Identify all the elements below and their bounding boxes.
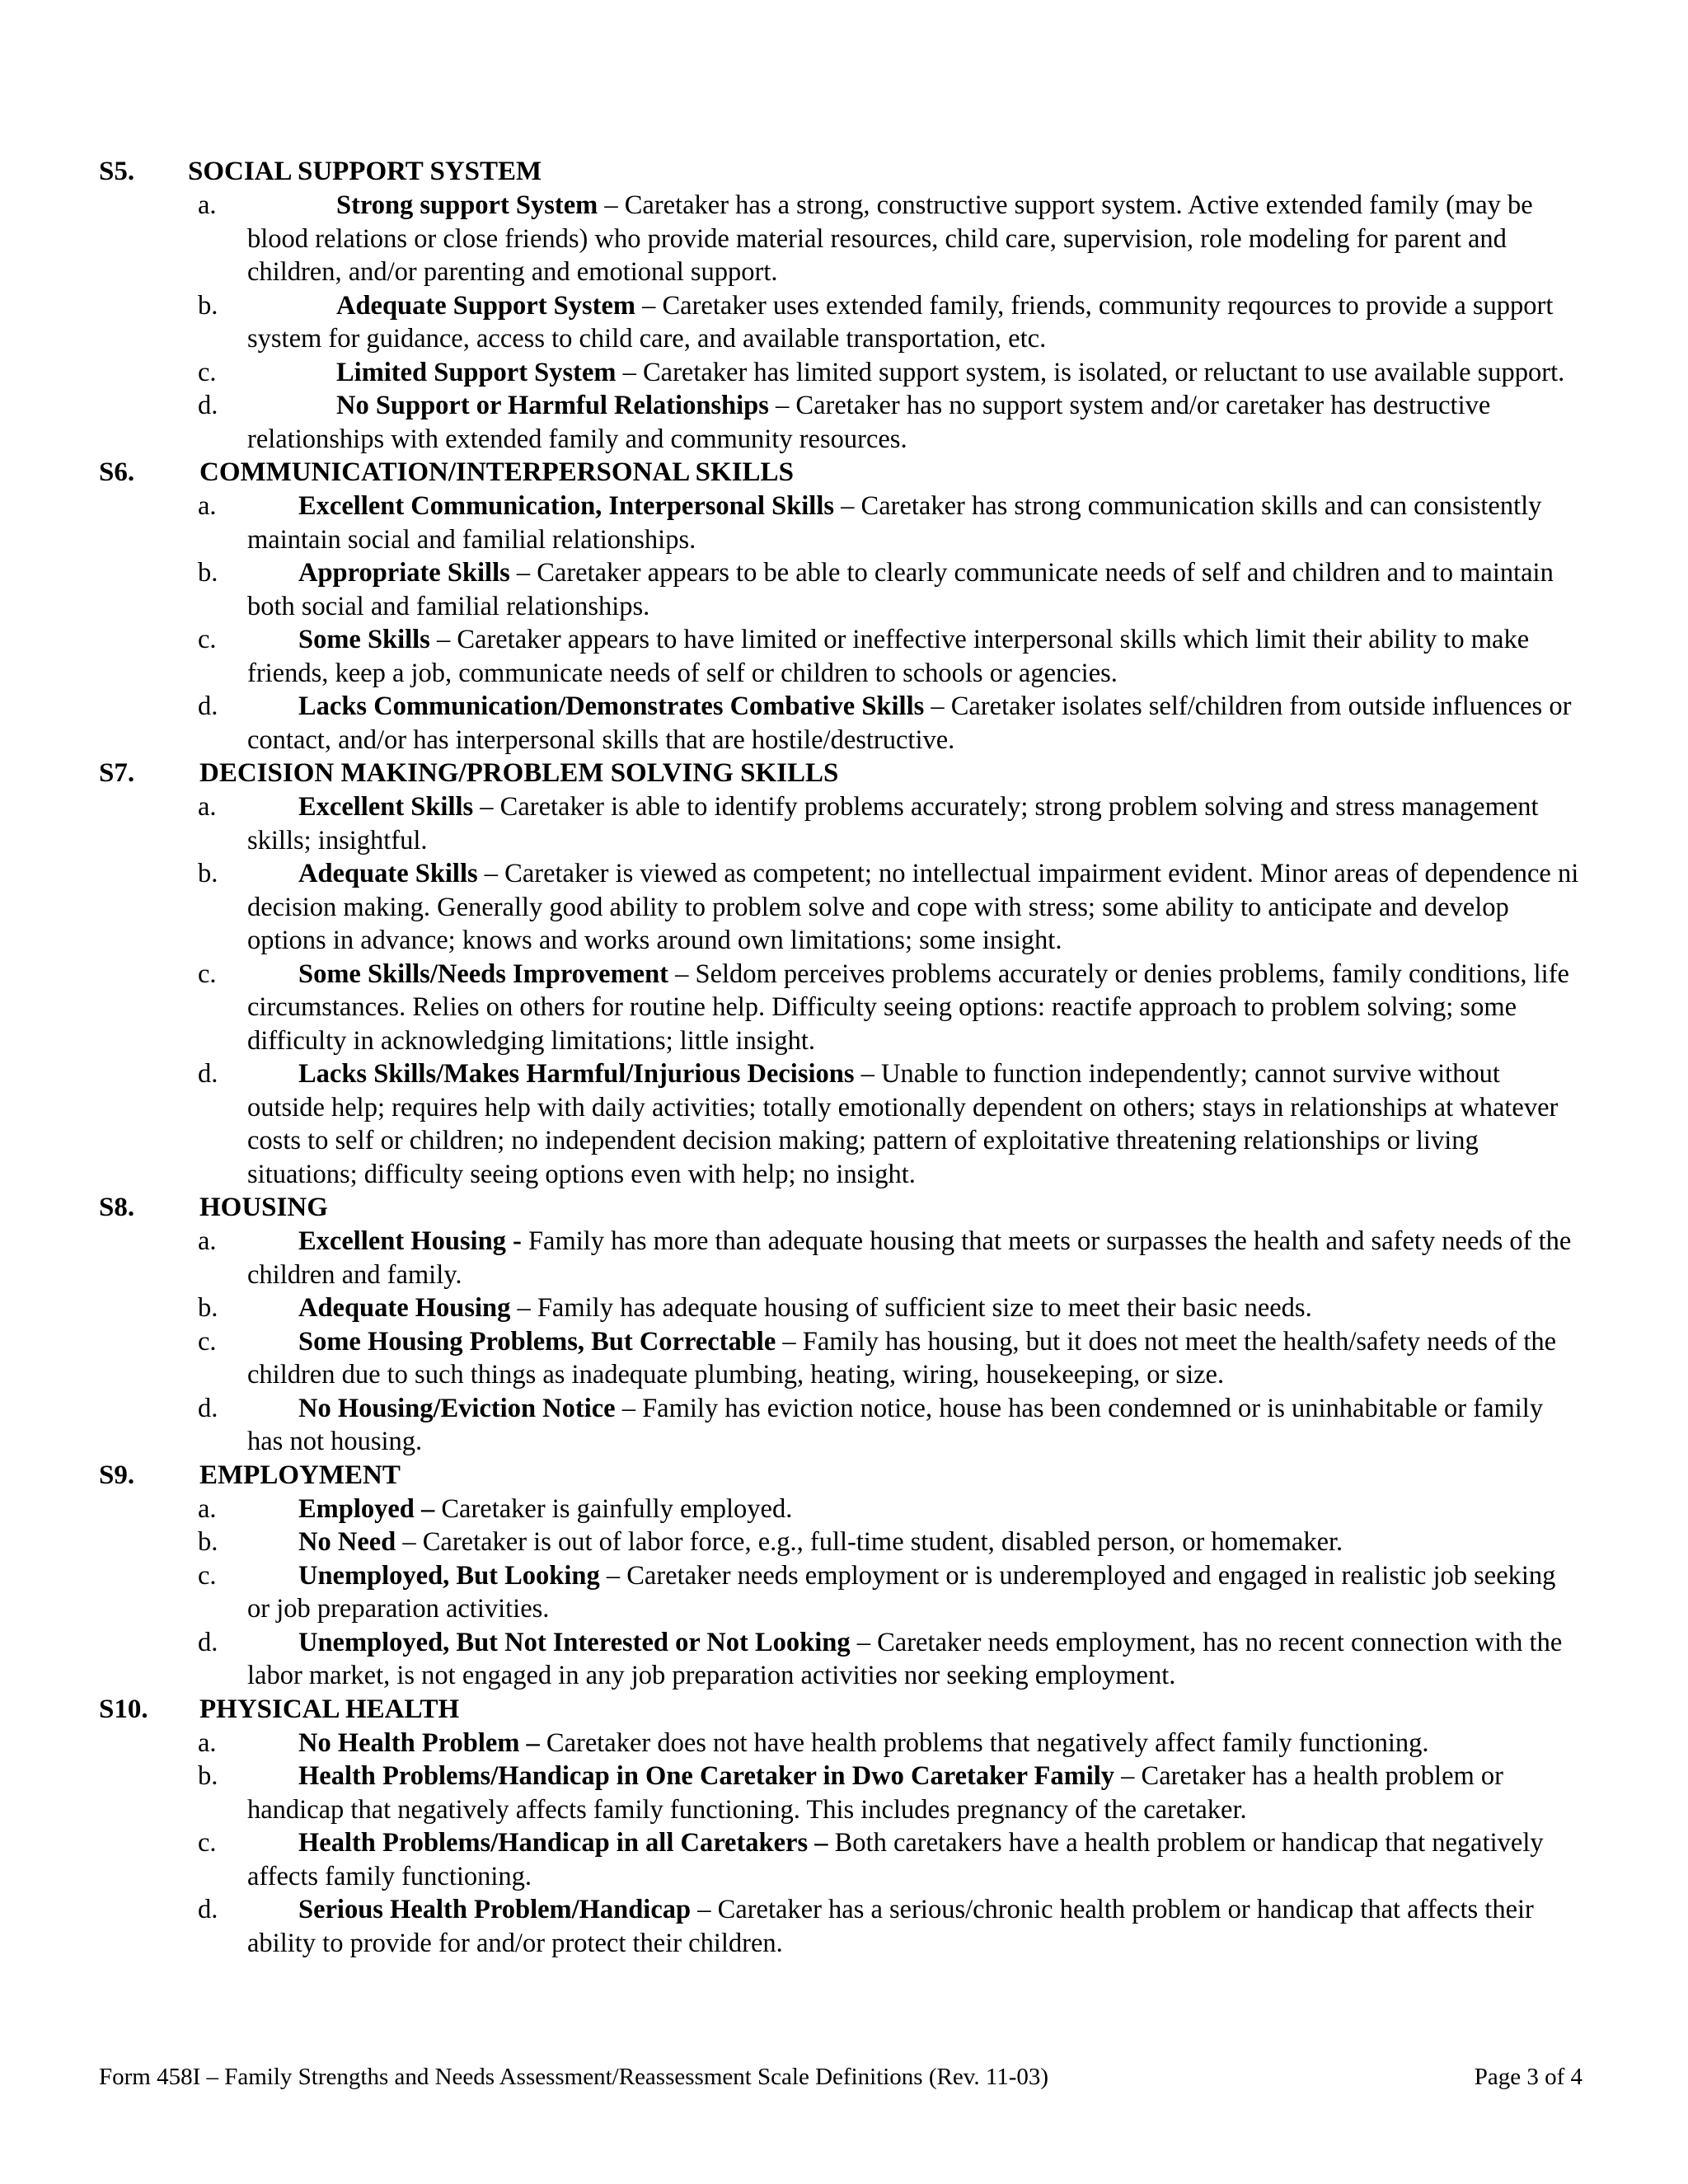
item-letter: d. [198, 1393, 218, 1423]
item-term: Health Problems/Handicap in all Caretakers – [298, 1828, 828, 1858]
section-number: S10. [99, 1694, 148, 1724]
item-letter: c. [198, 1560, 217, 1591]
item-letter: b. [198, 1527, 218, 1557]
definition-item [99, 958, 1582, 1058]
item-description: – Seldom perceives problems accurately or denies problems, family conditions, life circumstances. Relies on others for routine help. Difficulty seeing options: reactife approach to problem solving; some difficulty in acknowledging limitations; little insight. [247, 958, 1569, 1056]
item-term: No Support or Harmful Relationships [336, 391, 769, 420]
definition-item [99, 356, 1582, 390]
section-number: S6. [99, 457, 135, 487]
section-heading [99, 1693, 1582, 1727]
definition-item [99, 790, 1582, 857]
item-letter: a. [198, 491, 217, 521]
item-text [247, 790, 1582, 857]
definition-item [99, 1057, 1582, 1191]
item-description: – Caretaker uses extended family, friends, community reqources to provide a support system for guidance, access to child care, and available transportation, etc. [247, 290, 1554, 354]
item-letter: c. [198, 1828, 217, 1858]
section-heading [99, 1191, 1582, 1225]
item-term: Unemployed, But Looking [298, 1560, 600, 1591]
item-description: – Caretaker has a strong, constructive support system. Active extended family (may be blood relations or close friends) who provide material resources, child care, supervision, role modeling for parent and children, and/or parenting and emotional support. [247, 190, 1533, 287]
definition-item [99, 623, 1582, 690]
definition-item [99, 1493, 1582, 1526]
item-letter: c. [198, 1326, 217, 1357]
item-description: – Caretaker appears to be able to clearly communicate needs of self and children and to maintain both social and familial relationships. [247, 558, 1554, 621]
section-title: SOCIAL SUPPORT SYSTEM [188, 157, 542, 186]
item-letter: c. [198, 625, 217, 654]
item-text [247, 1826, 1582, 1893]
form-title: Form 458I – Family Strengths and Needs Assessment/Reassessment Scale Definitions (Rev. 11-03) [99, 2064, 1049, 2090]
section-s9 [99, 1459, 1582, 1693]
item-term: Excellent Skills [298, 792, 474, 822]
section-heading [99, 1459, 1582, 1493]
item-text [247, 690, 1582, 757]
definition-item [99, 1392, 1582, 1459]
item-term: Excellent Communication, Interpersonal Skills [298, 491, 835, 521]
item-description: – Caretaker has strong communication skills and can consistently maintain social and familial relationships. [247, 491, 1542, 555]
definition-item [99, 1291, 1582, 1325]
item-description: – Caretaker is out of labor force, e.g., full-time student, disabled person, or homemaker. [396, 1527, 1343, 1557]
section-s10 [99, 1693, 1582, 1961]
item-term: Some Housing Problems, But Correctable [298, 1326, 776, 1357]
item-text [247, 1057, 1582, 1191]
section-heading [99, 456, 1582, 490]
definition-item [99, 1626, 1582, 1693]
item-term: Limited Support System [336, 357, 617, 387]
section-number: S9. [99, 1460, 135, 1490]
item-description: – Caretaker needs employment, has no recent connection with the labor market, is not engaged in any job preparation activities nor seeking employment. [247, 1627, 1563, 1690]
item-letter: a. [198, 1493, 217, 1524]
definition-item [99, 389, 1582, 456]
item-text [247, 1626, 1582, 1693]
item-term: Serious Health Problem/Handicap [298, 1895, 692, 1924]
item-letter: c. [198, 958, 217, 989]
item-text [247, 623, 1582, 690]
item-description: Family has more than adequate housing that meets or surpasses the health and safety needs of the children and family. [247, 1226, 1572, 1290]
item-text [247, 289, 1582, 356]
item-text [247, 1727, 1582, 1760]
item-description: – Caretaker has no support system and/or caretaker has destructive relationships with extended family and community resources. [247, 391, 1491, 454]
item-letter: b. [198, 859, 218, 888]
item-text [247, 189, 1582, 289]
section-number: S8. [99, 1193, 135, 1222]
item-description: Both caretakers have a health problem or handicap that negatively affects family functioning. [247, 1828, 1544, 1891]
item-letter: d. [198, 691, 218, 721]
item-letter: a. [198, 792, 217, 822]
page-footer [99, 2060, 1582, 2093]
definition-item [99, 556, 1582, 623]
item-letter: d. [198, 1627, 218, 1657]
section-s8 [99, 1191, 1582, 1459]
item-term: Excellent Housing - [298, 1226, 522, 1256]
item-description: – Unable to function independently; cannot survive without outside help; requires help with daily activities; totally emotionally dependent on others; stays in relationships at whatever costs to self or children; no independent decision making; pattern of exploitative threatening relationships or living situations; difficulty seeing options even with help; no insight. [247, 1059, 1559, 1189]
item-term: Adequate Support System [336, 290, 635, 321]
item-term: Adequate Housing [298, 1293, 511, 1323]
item-text [247, 1559, 1582, 1626]
item-description: – Family has housing, but it does not meet the health/safety needs of the children due to such things as inadequate plumbing, heating, wiring, housekeeping, or size. [247, 1326, 1557, 1390]
scale-definitions [99, 155, 1582, 1960]
item-letter: d. [198, 391, 218, 420]
item-description: – Family has eviction notice, house has been condemned or is uninhabitable or family has not housing. [247, 1393, 1544, 1456]
section-heading [99, 155, 1582, 189]
item-term: No Need [298, 1527, 396, 1557]
item-letter: b. [198, 290, 218, 321]
item-description: – Caretaker isolates self/children from outside influences or contact, and/or has interpersonal skills that are hostile/destructive. [247, 691, 1572, 755]
section-number: S7. [99, 758, 135, 788]
section-heading [99, 757, 1582, 790]
item-letter: d. [198, 1059, 218, 1089]
item-description: Caretaker is gainfully employed. [434, 1493, 793, 1524]
definition-item [99, 690, 1582, 757]
item-letter: b. [198, 558, 218, 588]
item-text [247, 1225, 1582, 1291]
section-title: EMPLOYMENT [199, 1460, 401, 1490]
definition-item [99, 857, 1582, 958]
definition-item [99, 1559, 1582, 1626]
item-letter: a. [198, 1226, 217, 1256]
item-text [247, 1493, 1582, 1526]
item-letter: a. [198, 190, 217, 220]
item-text [247, 1526, 1582, 1559]
section-title: DECISION MAKING/PROBLEM SOLVING SKILLS [199, 758, 839, 788]
page-number: Page 3 of 4 [1474, 2064, 1582, 2090]
item-text [247, 1893, 1582, 1960]
section-s7 [99, 757, 1582, 1191]
item-term: No Health Problem – [298, 1727, 540, 1758]
definition-item [99, 1325, 1582, 1392]
item-term: No Housing/Eviction Notice [298, 1393, 616, 1423]
item-description: – Family has adequate housing of sufficient size to meet their basic needs. [510, 1293, 1312, 1323]
definition-item [99, 1526, 1582, 1559]
item-text [247, 857, 1582, 958]
item-letter: c. [198, 357, 217, 387]
item-text [247, 1392, 1582, 1459]
item-description: Caretaker does not have health problems that negatively affect family functioning. [539, 1727, 1429, 1758]
item-term: Appropriate Skills [298, 558, 510, 588]
item-letter: b. [198, 1293, 218, 1323]
item-description: – Caretaker is able to identify problems accurately; strong problem solving and stress management skills; insightful. [247, 792, 1539, 855]
definition-item [99, 289, 1582, 356]
item-text [247, 958, 1582, 1058]
item-text [247, 1760, 1582, 1826]
item-description: – Caretaker has a serious/chronic health problem or handicap that affects their ability to provide for and/or protect their children. [247, 1895, 1534, 1958]
definition-item [99, 1826, 1582, 1893]
section-s5 [99, 155, 1582, 456]
item-letter: b. [198, 1761, 218, 1791]
item-description: – Caretaker needs employment or is underemployed and engaged in realistic job seeking or job preparation activities. [247, 1560, 1556, 1624]
definition-item [99, 490, 1582, 556]
item-term: Lacks Skills/Makes Harmful/Injurious Decisions [298, 1059, 855, 1089]
section-title: PHYSICAL HEALTH [199, 1694, 460, 1724]
definition-item [99, 1893, 1582, 1960]
definition-item [99, 1727, 1582, 1760]
section-title: COMMUNICATION/INTERPERSONAL SKILLS [199, 457, 794, 487]
item-term: Unemployed, But Not Interested or Not Looking [298, 1627, 851, 1657]
definition-item [99, 189, 1582, 289]
item-term: Health Problems/Handicap in One Caretaker in Dwo Caretaker Family [298, 1761, 1115, 1791]
item-description: – Caretaker appears to have limited or ineffective interpersonal skills which limit their ability to make friends, keep a job, communicate needs of self or children to schools or agencies. [247, 625, 1530, 688]
item-text [247, 556, 1582, 623]
definition-item [99, 1225, 1582, 1291]
item-letter: d. [198, 1895, 218, 1924]
item-term: Strong support System [336, 190, 598, 220]
item-text [247, 389, 1582, 456]
section-title: HOUSING [199, 1193, 328, 1222]
item-term: Lacks Communication/Demonstrates Combative Skills [298, 691, 925, 721]
item-description: – Caretaker has limited support system, is isolated, or reluctant to use available support. [616, 357, 1565, 387]
item-letter: a. [198, 1727, 217, 1758]
definition-item [99, 1760, 1582, 1826]
item-term: Some Skills/Needs Improvement [298, 958, 668, 989]
item-term: Adequate Skills [298, 859, 478, 888]
item-text [247, 1325, 1582, 1392]
section-number: S5. [99, 157, 135, 186]
item-description: – Caretaker is viewed as competent; no intellectual impairment evident. Minor areas of dependence ni decision making. Generally good ability to problem solve and cope with stress; some ability to anticipate and develop options in advance; knows and works around own limitations; some insight. [247, 859, 1579, 955]
item-text [247, 1291, 1582, 1325]
section-s6 [99, 456, 1582, 757]
item-text [247, 490, 1582, 556]
item-text [247, 356, 1582, 390]
item-term: Some Skills [298, 625, 430, 654]
item-term: Employed – [298, 1493, 435, 1524]
item-description: – Caretaker has a health problem or handicap that negatively affects family functioning. This includes pregnancy of the caretaker. [247, 1761, 1503, 1825]
